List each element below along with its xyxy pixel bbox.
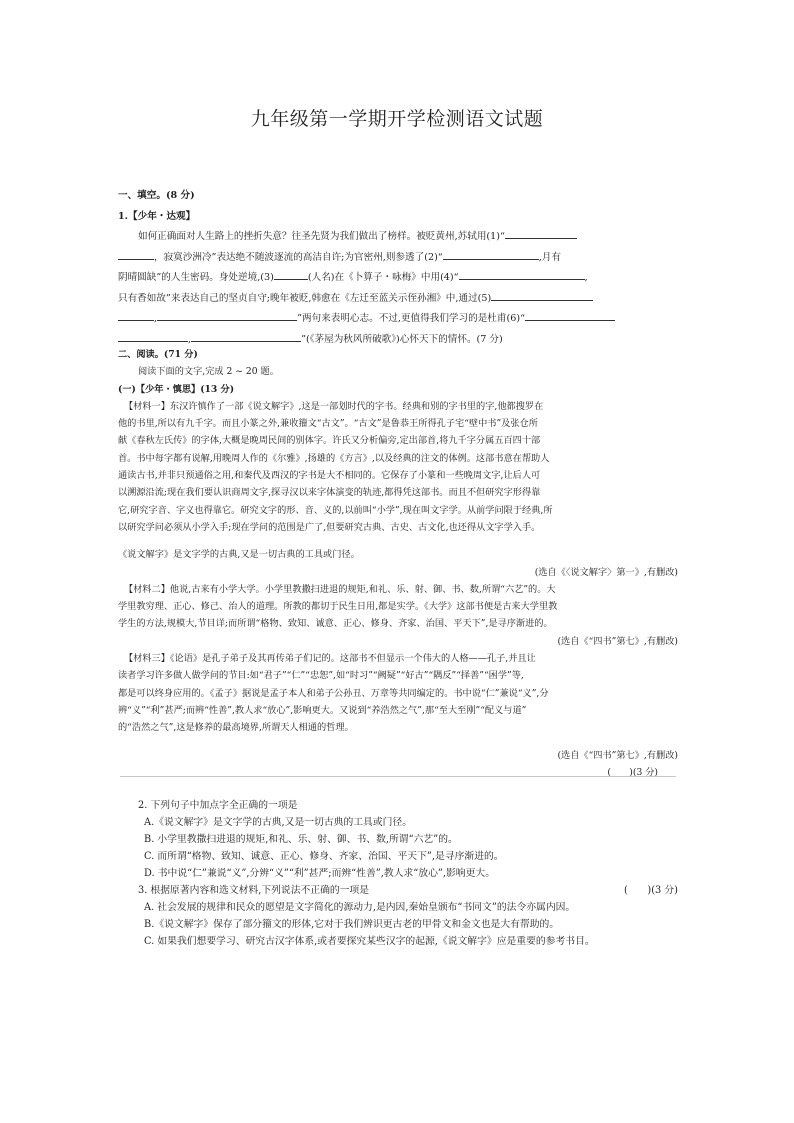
answer-blank[interactable] <box>491 289 593 301</box>
score-note: ( )(3 分) <box>623 885 678 896</box>
material-line: 以溯源沿流;现在我们要认识商周文字,探寻汉以来字体演变的轨迹,都得凭这部书。而且不但研究字形得靠 <box>118 487 541 499</box>
material-line: 都是可以终身应用的。《孟子》据说是孟子本人和弟子公孙丑、万章等共同编定的。书中说“仁”兼说“义”,分 <box>118 687 549 699</box>
material-line: 学生的方法,规模大,节目详;而所谓“格物、致知、诚意、正心、修身、齐家、治国、平天下”,是寻序渐进的。 <box>118 618 553 630</box>
option-b[interactable]: B. 小学里教撒扫进退的规矩,和礼、乐、射、御、书、数,所谓“六艺”的。 <box>144 834 458 845</box>
text-run: , <box>584 272 588 283</box>
material-line: 【材料三】《论语》是孔子弟子及其再传弟子们记的。这部书不但显示一个伟大的人格——孔子,并且让 <box>124 653 536 665</box>
source-note: (选自《“四书”第七》,有删改) <box>557 749 678 761</box>
fill-line <box>118 227 678 248</box>
material-line: 首。书中每字都有说解,用晚周人作的《尔雅》,扬雄的《方言》,以及经典的注文的体例。这部书意在帮助人 <box>118 452 550 464</box>
answer-blank[interactable] <box>274 268 308 280</box>
answer-blank[interactable] <box>525 309 615 321</box>
material-line: 他的书里,所以有九千字。而且小篆之外,兼收籀文“古文”。“古文”是鲁恭王所得孔子宅“壁中书”及张仓所 <box>118 418 538 430</box>
material-two <box>118 581 678 650</box>
text-run: (人名)在《卜算子・咏梅》中用(4)“ <box>307 272 459 283</box>
text-run: ,月有 <box>538 251 561 263</box>
text-run: 只有香如故”来表达自己的坚贞自守;晚年被贬,韩愈在《左迁至蓝关示侄孙湘》中,通过(5) <box>118 292 492 304</box>
material-three <box>118 650 678 781</box>
answer-blank[interactable] <box>118 248 154 260</box>
material-line: 的“浩然之气”,这是修养的最高境界,所谓天人相通的哲理。 <box>118 722 354 734</box>
text-run: , <box>188 333 192 345</box>
option-c[interactable]: C. 如果我们想要学习、研究古汉字体系,或者要探究某些汉字的起源,《说文解字》应是重要的参考书目。 <box>144 936 595 947</box>
question-stem: 2. 下列句子中加点字全正确的一项是 <box>138 800 298 811</box>
material-line: 通读古书,并非只预通俗之用,和秦代及西汉的字书是大不相同的。它保存了小篆和一些晚周文字,让后人可 <box>118 470 541 482</box>
material-line: 辨“义”“利”甚严;而辨“性善”,教人求“放心”,影响更大。又说到“养浩然之气”,那“至大至刚”“配义与道” <box>118 704 527 716</box>
text-run: , <box>154 313 158 324</box>
option-a[interactable]: A. 社会发展的规律和民众的愿望是文字简化的源动力,是内因,秦始皇颁布“书同文”的法令亦属内因。 <box>144 902 576 913</box>
reading-intro: 阅读下面的文字,完成 2 ~ 20 题。 <box>138 366 279 378</box>
text-run: ”(《茅屋为秋风所破歌》)心怀天下的情怀。(7 分) <box>301 333 503 345</box>
source-note: (选自《“四书”第七》,有删改) <box>557 635 678 647</box>
text-run: 如何正确面对人生路上的挫折失意？往圣先贤为我们做出了榜样。被贬黄州,苏轼用(1)“ <box>138 231 505 242</box>
answer-blank[interactable] <box>118 330 188 342</box>
material-line: 【材料一】东汉许慎作了一部《说文解字》,这是一部划时代的字书。经典和别的字书里的字,他都搜罗在 <box>124 400 544 412</box>
reading-section <box>118 346 678 781</box>
section-heading: 二、阅读。(71 分) <box>118 349 198 360</box>
answer-blank[interactable] <box>157 309 297 321</box>
fill-line <box>118 248 678 269</box>
score-note: ( )(3 分) <box>607 766 658 778</box>
question-label: 1.【少年・达观】 <box>118 210 196 222</box>
material-line: 【材料二】他说,古来有小学大学。小学里教撒扫进退的规矩,和礼、乐、射、御、书、数,所谓“六艺”的。大 <box>124 583 556 595</box>
fill-line <box>118 268 678 289</box>
material-line: 读者学习许多做人做学问的节目:如“君子”“仁”“忠恕”,如“时习”“阙疑”“好古”“隅反”“择善”“困学”等, <box>118 670 524 682</box>
answer-blank[interactable] <box>191 330 301 342</box>
material-line: 它,研究字音、字义也得靠它。研究文字的形、音、义的,以前叫“小学”,现在叫文字学。从前学问限于经典,所 <box>118 504 553 516</box>
option-a[interactable]: A.《说文解字》是文字学的古典,又是一切古典的工具或门径。 <box>144 817 413 828</box>
answer-blank[interactable] <box>118 309 154 321</box>
answer-blank[interactable] <box>505 227 577 239</box>
text-run: 阴晴圆缺”的人生密码。身处逆境,(3) <box>118 272 274 283</box>
fill-in-section <box>118 186 678 350</box>
option-d[interactable]: D. 书中说“仁”兼说“义”,分辨“义”“利”甚严;而辨“性善”,教人求“放心”,影响更大。 <box>144 868 495 879</box>
page-title: 九年级第一学期开学检测语文试题 <box>250 108 544 130</box>
material-line: 献《春秋左氏传》的字体,大概是晚周民间的别体字。许氏又分析偏旁,定出部首,将九千字分属五百四十部 <box>118 435 541 447</box>
material-line: 学里教穷理、正心、修己、治人的道理。所教的都切于民生日用,都是实学。《大学》这部书便是古来大学里教 <box>118 601 558 613</box>
material-line: 《说文解字》是文字学的古典,又是一切古典的工具或门径。 <box>118 549 360 561</box>
answer-blank[interactable] <box>443 248 539 260</box>
option-b[interactable]: B.《说文解字》保存了部分籀文的形体,它对于我们辨识更古老的甲骨文和金文也是大有帮助的。 <box>144 919 560 930</box>
fill-line <box>118 309 678 330</box>
option-c[interactable]: C. 而所谓“格物、致知、诚意、正心、修身、齐家、治国、平天下”,是寻序渐进的。 <box>144 851 504 862</box>
answer-blank[interactable] <box>459 268 585 280</box>
question-text: 3. 根据原著内容和选文材料,下列说法不正确的一项是 <box>138 885 370 896</box>
source-note: (选自《〈说文解字〉第一》,有删改) <box>534 566 678 578</box>
material-one <box>118 398 678 581</box>
question-stem <box>138 882 678 899</box>
fill-line <box>118 289 678 310</box>
questions-section <box>138 797 678 950</box>
material-line: 以研究学问必须从小学入手;现在学问的范围是广了,但要研究古典、古史、古文化,也还得从文字学入手。 <box>118 521 541 533</box>
text-run: ，寂寞沙洲冷”表达绝不随波逐流的高洁自许;为官密州,则参透了(2)“ <box>154 251 443 263</box>
section-heading: 一、填空。(8 分) <box>118 190 195 201</box>
text-run: ”两句来表明心志。不过,更值得我们学习的是杜甫(6)“ <box>297 313 525 324</box>
page-divider <box>120 776 676 777</box>
subsection-heading: (一)【少年・慎思】(13 分) <box>118 383 235 395</box>
